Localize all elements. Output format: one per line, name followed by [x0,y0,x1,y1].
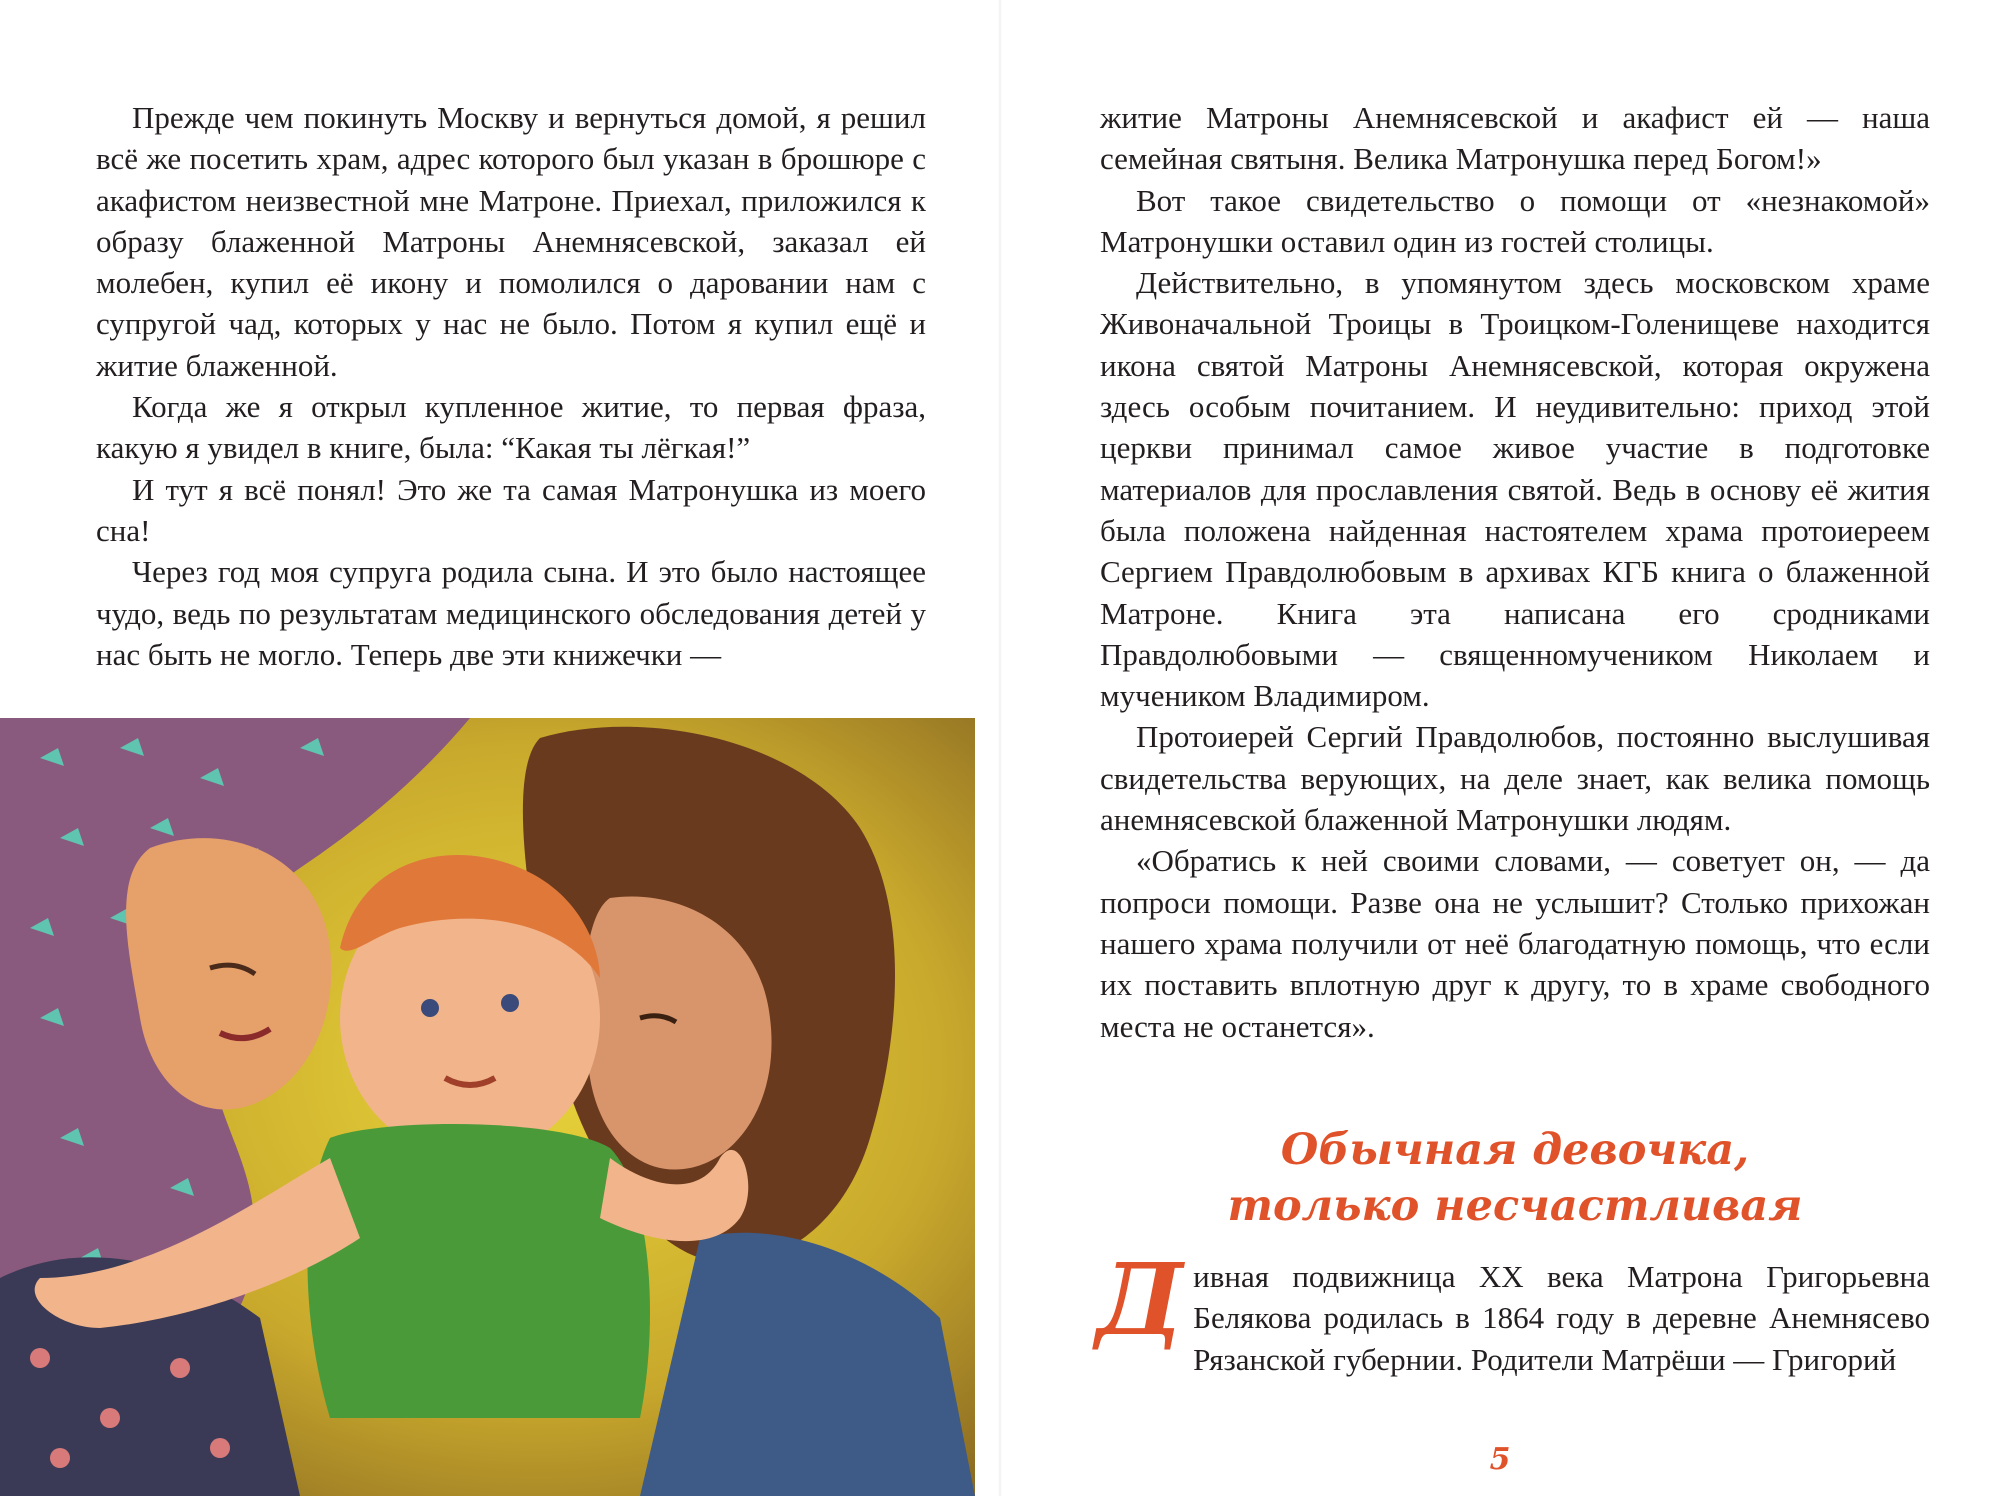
paragraph: Действительно, в упомянутом здесь московском храме Живоначальной Троицы в Троицком-Голенищеве находится икона святой Матроны Анемнясевской, которая окружена здесь особым почитанием. И неудивительно: приход этой церкви принимал самое живое участие в подготовке материалов для прославления святой. Ведь в основу её жития была положена найденная настоятелем храма протоиереем Сергием Правдолюбовым в архивах КГБ книга о блаженной Матроне. Книга эта написана его сродниками Правдолюбовыми — священномучеником Николаем и мучеником Владимиром. [1100,265,1930,714]
page-number: 5 [1489,1442,1511,1477]
right-page [1000,0,2000,1496]
paragraph: «Обратись к ней своими словами, — советует он, — да попроси помощи. Разве она не услышит? Столько прихожан нашего храма получили от неё благодатную помощь, что если их поставить вплотную друг к другу, то в храме свободного места не останется». [1100,843,1930,1044]
right-page-text [1100,97,1930,1047]
paragraph: Протоиерей Сергий Правдолюбов, постоянно выслушивая свидетельства верующих, на деле знает, как велика помощь анемнясевской блаженной Матронушки людям. [1100,719,1930,838]
family-illustration [0,718,975,1496]
chapter-heading [1100,1122,1930,1234]
paragraph: Прежде чем покинуть Москву и вернуться домой, я решил всё же посетить храм, адрес которого был указан в брошюре с акафистом неизвестной мне Матроне. Приехал, приложился к образу блаженной Матроны Анемнясевской, заказал ей молебен, купил её икону и помолился о даровании нам с супругой чад, которых у нас не было. Потом я купил ещё и житие блаженной. [96,100,926,383]
chapter-heading-line-2: только несчастливая [1227,1181,1803,1231]
chapter-opening-paragraph [1096,1243,1930,1380]
paragraph: житие Матроны Анемнясевской и акафист ей — наша семейная святыня. Велика Матронушка перед Богом!» [1100,100,1930,177]
left-page-text [96,97,926,675]
paragraph: Вот такое свидетельство о помощи от «незнакомой» Матронушки оставил один из гостей столицы. [1100,182,1930,259]
paragraph: И тут я всё понял! Это же та самая Матронушка из моего сна! [96,471,926,548]
drop-cap: Д [1096,1243,1184,1358]
paragraph: Через год моя супруга родила сына. И это было настоящее чудо, ведь по результатам медицинского обследования детей у нас быть не могло. Теперь две эти книжечки — [96,554,926,672]
chapter-opening-text: ивная подвижница XX века Матрона Григорьевна Белякова родилась в 1864 году в деревне Анемнясево Рязанской губернии. Родители Матрёши — Григорий [1193,1259,1930,1377]
chapter-heading-line-1: Обычная девочка, [1280,1125,1750,1175]
paragraph: Когда же я открыл купленное житие, то первая фраза, какую я увидел в книге, была: “Какая ты лёгкая!” [96,389,926,466]
